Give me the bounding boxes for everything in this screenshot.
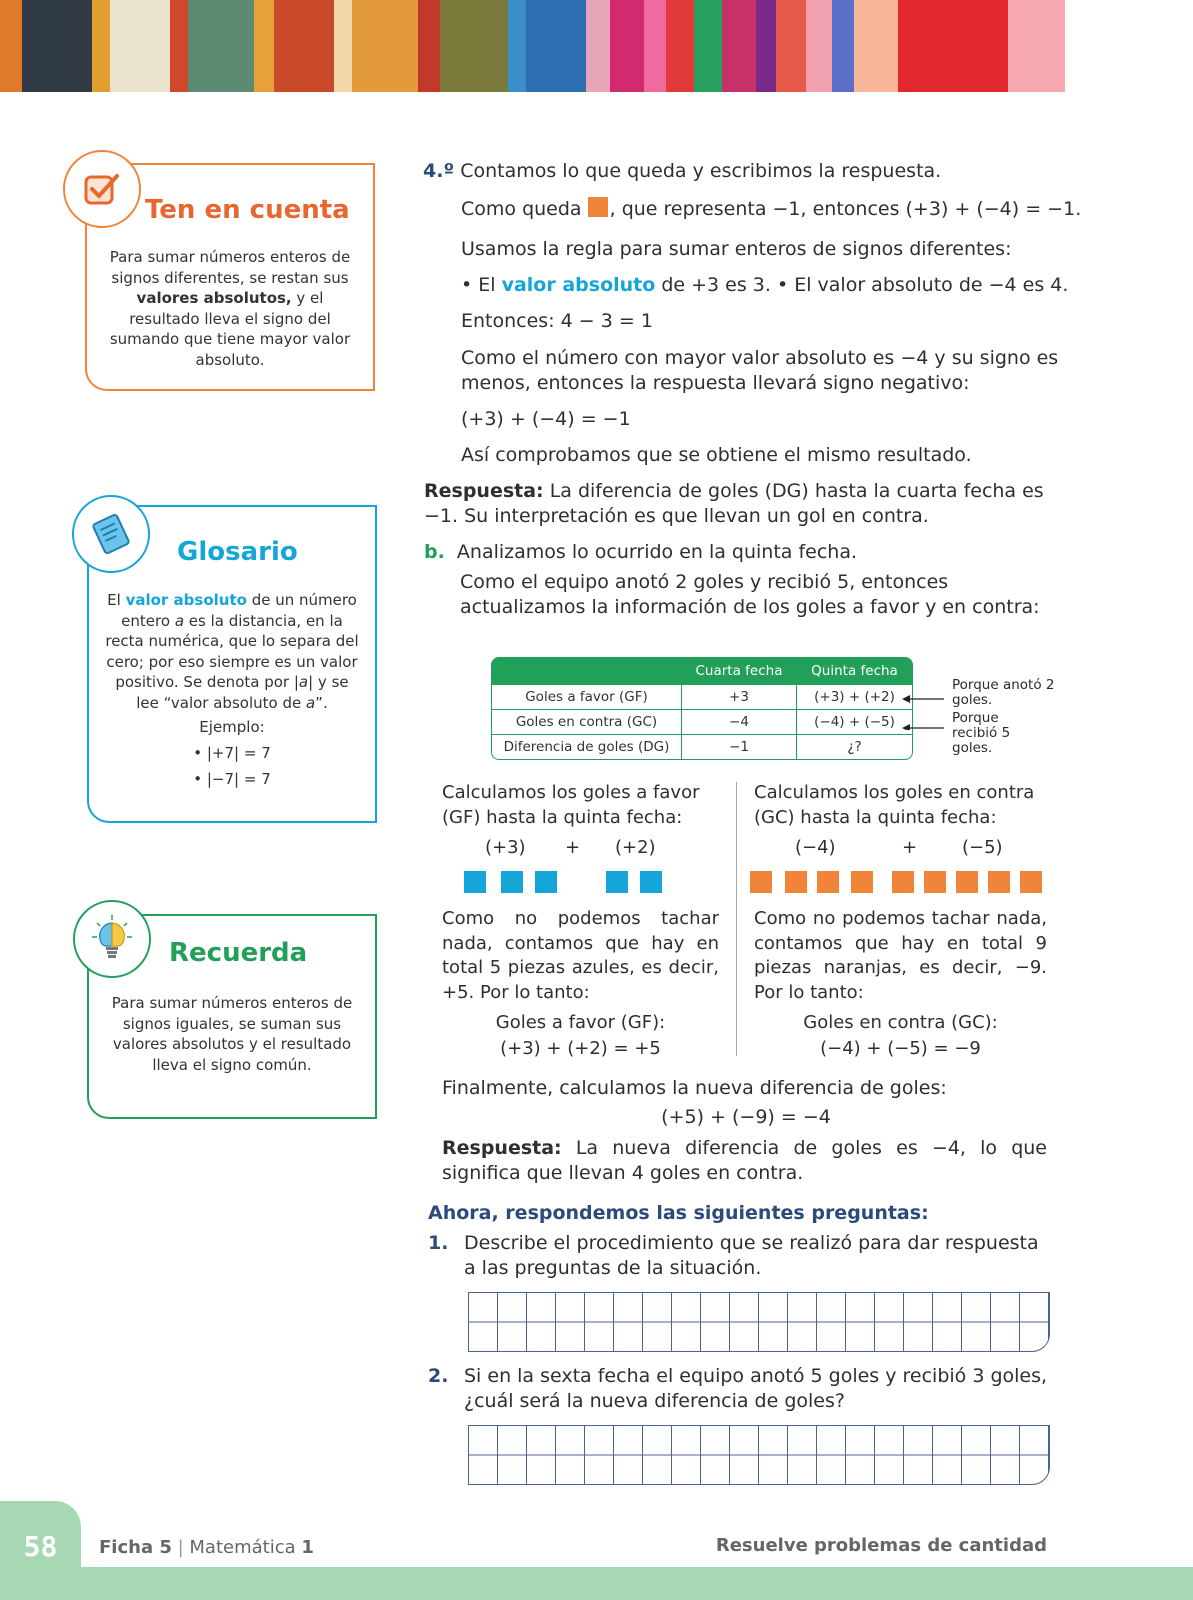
glosario-example-1: • |+7| = 7 xyxy=(193,744,271,762)
right-col-title: Calculamos los goles en contra (GC) hasta la quinta fecha: xyxy=(754,782,1035,828)
questions-heading: Ahora, respondemos las siguientes preguntas: xyxy=(428,1202,929,1224)
orange-piece xyxy=(924,871,946,893)
step-4-line-7: (+3) + (−4) = −1 xyxy=(461,408,631,430)
part-b-line-1: b. Analizamos lo ocurrido en la quinta fecha. xyxy=(424,541,858,563)
left-col-explain: Como no podemos tachar nada, contamos que hay en total 5 piezas azules, es decir, +5. Por lo tanto: xyxy=(442,908,719,1003)
orange-piece xyxy=(1020,871,1042,893)
step-4-line-8: Así comprobamos que se obtiene el mismo resultado. xyxy=(461,444,972,466)
glosario-example-2: • |−7| = 7 xyxy=(193,770,271,788)
right-col-result: (−4) + (−5) = −9 xyxy=(820,1038,981,1059)
glosario-example-label: Ejemplo: xyxy=(199,718,265,736)
ten-en-cuenta-text: Para sumar números enteros de signos diferentes, se restan sus valores absolutos, y el resultado lleva el signo del sumando que tiene mayor valor absoluto. xyxy=(109,248,351,369)
columns-divider xyxy=(736,782,737,1056)
header-textile-banner xyxy=(0,0,1193,92)
orange-piece xyxy=(785,871,807,893)
question-2: 2. Si en la sexta fecha el equipo anotó 5 goles y recibió 3 goles, ¿cuál será la nueva diferencia de goles? xyxy=(428,1365,1048,1412)
blue-piece xyxy=(640,871,662,893)
final-line-1: Finalmente, calculamos la nueva diferencia de goles: xyxy=(442,1077,947,1099)
recuerda-title: Recuerda xyxy=(169,938,308,968)
ten-en-cuenta-title: Ten en cuenta xyxy=(145,195,350,225)
table-header-quinta: Quinta fecha xyxy=(797,657,913,685)
left-col-term-2: (+2) xyxy=(615,837,656,858)
brain-lightbulb-icon xyxy=(73,900,151,978)
final-respuesta: Respuesta: La nueva diferencia de goles es −4, lo que significa que llevan 4 goles en contra. xyxy=(442,1137,1047,1184)
orange-piece xyxy=(988,871,1010,893)
page-number: 58 xyxy=(23,1530,58,1563)
table-header-empty xyxy=(491,657,682,685)
blue-piece xyxy=(606,871,628,893)
left-col-result: (+3) + (+2) = +5 xyxy=(500,1038,661,1059)
table-arrows xyxy=(900,690,946,730)
footer-left: Ficha 5 | Matemática 1 xyxy=(99,1537,314,1558)
part-b-line-2: Como el equipo anotó 2 goles y recibió 5, entonces actualizamos la información de los goles a favor y en contra: xyxy=(460,571,1040,618)
table-row: Diferencia de goles (DG) −1 ¿? xyxy=(491,735,913,760)
final-equation: (+5) + (−9) = −4 xyxy=(661,1106,831,1128)
orange-piece xyxy=(851,871,873,893)
left-col-plus: + xyxy=(565,837,581,858)
book-icon xyxy=(72,495,150,573)
table-header-cuarta: Cuarta fecha xyxy=(682,657,797,685)
right-col-term-1: (−4) xyxy=(795,837,836,858)
step-4-line-1: 4.º Contamos lo que queda y escribimos la respuesta. xyxy=(423,160,942,182)
table-row: Goles en contra (GC) −4 (−4) + (−5) xyxy=(491,710,913,735)
checkbox-icon xyxy=(63,150,141,228)
question-1: 1. Describe el procedimiento que se realizó para dar respuesta a las preguntas de la situación. xyxy=(428,1232,1039,1279)
step-4-line-4: • El valor absoluto de +3 es 3. • El valor absoluto de −4 es 4. xyxy=(461,274,1069,296)
orange-piece xyxy=(817,871,839,893)
blue-piece xyxy=(464,871,486,893)
step-4-line-3: Usamos la regla para sumar enteros de signos diferentes: xyxy=(461,238,1012,260)
table-row: Goles a favor (GF) +3 (+3) + (+2) xyxy=(491,685,913,710)
step-4-line-5: Entonces: 4 − 3 = 1 xyxy=(461,310,653,332)
left-col-result-label: Goles a favor (GF): xyxy=(495,1012,666,1033)
right-col-explain: Como no podemos tachar nada, contamos que hay en total 9 piezas naranjas, es decir, −9. Por lo tanto: xyxy=(754,908,1047,1003)
answer-grid-2[interactable] xyxy=(468,1425,1050,1485)
footer-band xyxy=(0,1567,1193,1600)
glosario-title: Glosario xyxy=(177,537,298,567)
orange-piece-icon xyxy=(588,197,608,217)
respuesta-1: Respuesta: La diferencia de goles (DG) hasta la cuarta fecha es −1. Su interpretación es que llevan un gol en contra. xyxy=(424,480,1044,527)
left-col-term-1: (+3) xyxy=(485,837,526,858)
footer-competency: Resuelve problemas de cantidad xyxy=(715,1535,1047,1556)
glosario-text: El valor absoluto de un número entero a es la distancia, en la recta numérica, que lo separa del cero; por eso siempre es un valor positivo. Se denota por |a| y se lee “valor absoluto de a”. xyxy=(105,591,359,712)
orange-piece xyxy=(892,871,914,893)
recuerda-text: Para sumar números enteros de signos iguales, se suman sus valores absolutos y el resultado lleva el signo común. xyxy=(111,994,353,1074)
right-col-result-label: Goles en contra (GC): xyxy=(803,1012,998,1033)
table-note-2: Porque recibió 5 goles. xyxy=(952,710,1011,756)
goals-table xyxy=(491,657,913,760)
answer-grid-1[interactable] xyxy=(468,1292,1050,1352)
step-4-line-2: Como queda , que representa −1, entonces (+3) + (−4) = −1. xyxy=(461,198,1082,220)
orange-piece xyxy=(750,871,772,893)
blue-piece xyxy=(535,871,557,893)
right-col-plus: + xyxy=(902,837,918,858)
step-4-line-6: Como el número con mayor valor absoluto es −4 y su signo es menos, entonces la respuesta llevará signo negativo: xyxy=(461,347,1059,394)
blue-piece xyxy=(501,871,523,893)
right-col-term-2: (−5) xyxy=(962,837,1003,858)
orange-piece xyxy=(956,871,978,893)
left-col-title: Calculamos los goles a favor (GF) hasta la quinta fecha: xyxy=(442,782,700,828)
table-note-1: Porque anotó 2 goles. xyxy=(952,677,1055,708)
